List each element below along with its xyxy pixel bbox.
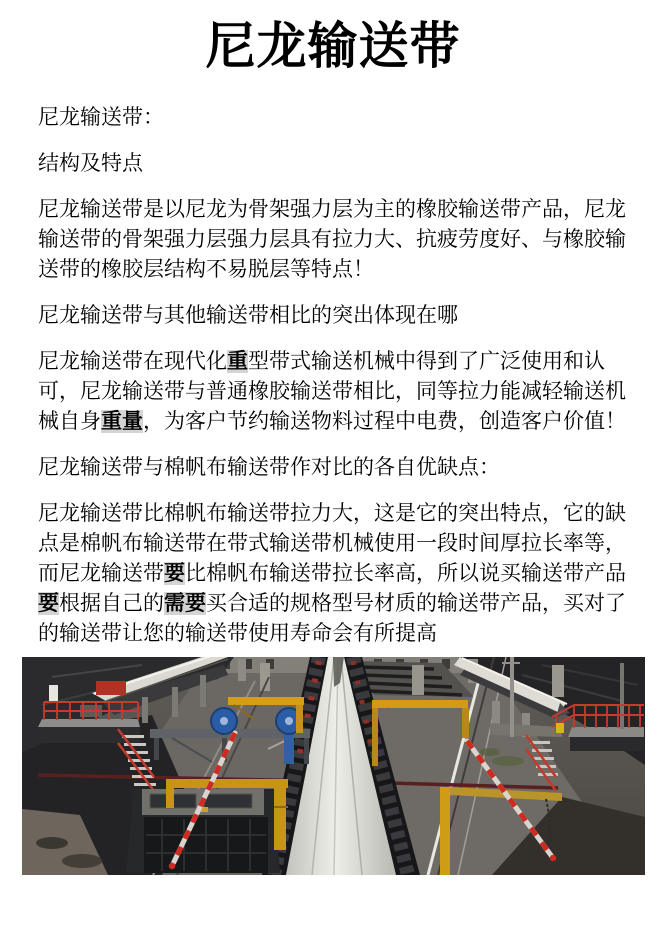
text-segment: 比棉帆布输送带拉长率高，所以说买输送带产品 bbox=[185, 562, 626, 585]
paragraph-comparison-heading bbox=[38, 301, 638, 331]
text-segment: 结构及特点 bbox=[38, 152, 143, 175]
text-segment: ，为客户节约输送物料过程中电费，创造客户价值！ bbox=[143, 410, 626, 433]
paragraph-cotton-compare-heading bbox=[38, 453, 638, 483]
text-segment: 尼龙输送带在现代化 bbox=[38, 350, 227, 373]
paragraph-comparison-body bbox=[38, 347, 638, 437]
text-segment: 尼龙输送带： bbox=[38, 106, 164, 129]
highlighted-keyword: 要 bbox=[164, 562, 185, 585]
highlighted-keyword: 重量 bbox=[101, 410, 143, 433]
paragraph-structure-heading bbox=[38, 149, 638, 179]
blue-reel bbox=[211, 708, 237, 734]
highlighted-keyword: 要 bbox=[38, 592, 59, 615]
text-segment: 型带式输送机械中得到了广泛使用和认可，尼龙输送带与普通橡胶输送带相比，同等拉力能减轻输送机械自身 bbox=[38, 350, 626, 433]
highlighted-keyword: 重 bbox=[227, 350, 248, 373]
text-segment: 尼龙输送带是以尼龙为骨架强力层为主的橡胶输送带产品，尼龙输送带的骨架强力层强力层具有拉力大、抗疲劳度好、与橡胶输送带的橡胶层结构不易脱层等特点！ bbox=[38, 198, 626, 281]
text-segment: 尼龙输送带与棉帆布输送带作对比的各自优缺点： bbox=[38, 456, 500, 479]
text-segment: 尼龙输送带比棉帆布输送带拉力大，这是它的突出特点，它的缺点是棉帆布输送带在带式输送带机械使用一段时间厚拉长率等，而尼龙输送带 bbox=[38, 502, 626, 585]
text-segment: 买合适的规格型号材质的输送带产品，买对了的输送带让您的输送带使用寿命会有所提高 bbox=[38, 592, 626, 645]
conveyor-photo bbox=[22, 657, 645, 875]
paragraph-intro-label bbox=[38, 103, 638, 133]
article-body bbox=[0, 103, 666, 649]
page-title: 尼龙输送带 bbox=[205, 18, 461, 74]
text-segment: 尼龙输送带与其他输送带相比的突出体现在哪 bbox=[38, 304, 458, 327]
paragraph-structure-features bbox=[38, 195, 638, 285]
paragraph-cotton-compare-body bbox=[38, 499, 638, 649]
highlighted-keyword: 需要 bbox=[164, 592, 206, 615]
conveyor-photo-illustration bbox=[22, 657, 645, 875]
text-segment: 根据自己的 bbox=[59, 592, 164, 615]
